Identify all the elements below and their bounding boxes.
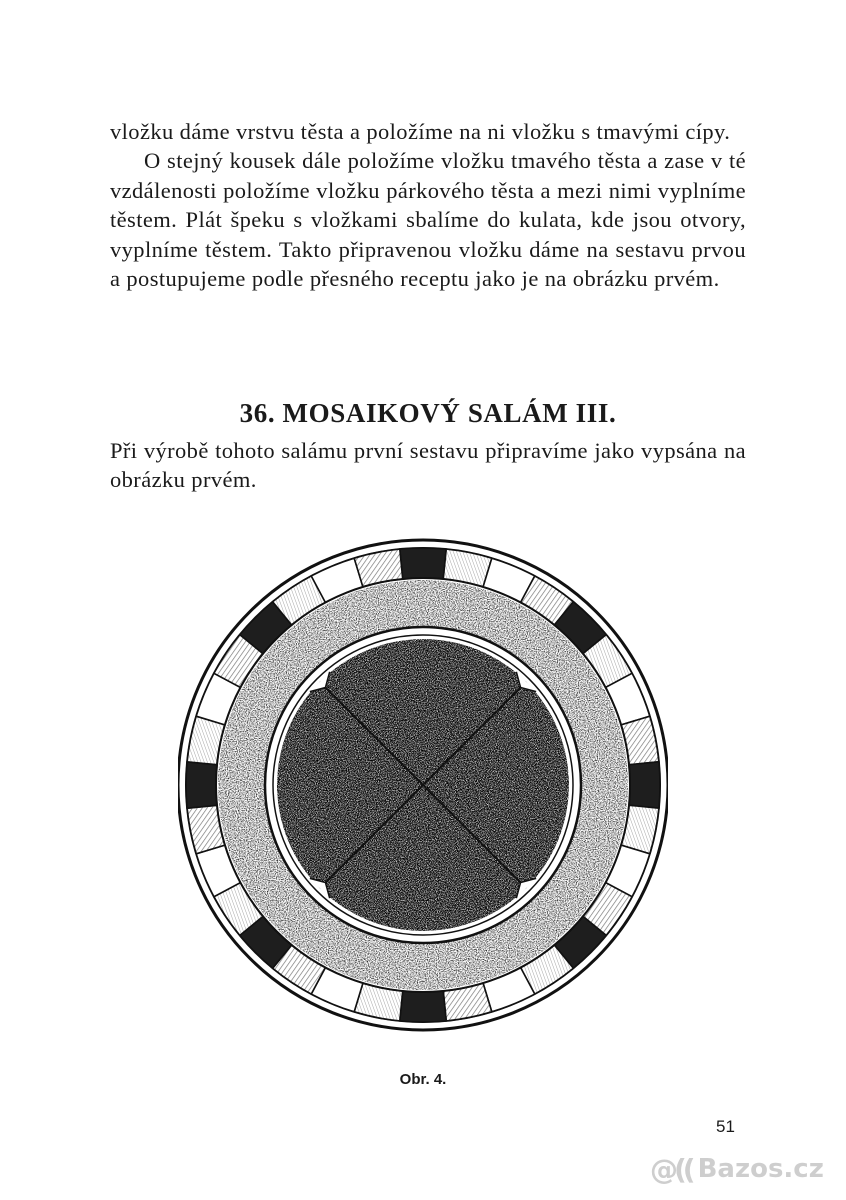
tile-dark — [629, 762, 660, 808]
tile-dark — [186, 762, 217, 808]
section-text — [110, 436, 746, 495]
section-paragraph: Při výrobě tohoto salámu první sestavu připravíme jako vypsána na obrázku prvém. — [110, 438, 746, 493]
page-number: 51 — [716, 1117, 735, 1136]
salami-cross-section-figure — [178, 509, 668, 1065]
watermark — [650, 1146, 840, 1192]
figure-caption: Obr. 4. — [399, 1071, 447, 1088]
tile-dark — [400, 991, 446, 1022]
watermark-text: Bazos.cz — [697, 1154, 824, 1184]
intro-text — [110, 117, 746, 293]
section-heading: 36. MOSAIKOVÝ SALÁM III. — [239, 398, 617, 428]
figure-drawing — [178, 540, 668, 1030]
paragraph-1: vložku dáme vrstvu těsta a položíme na ni vložku s tmavými cípy. — [110, 119, 731, 144]
tile-dark — [400, 548, 446, 579]
watermark-logo-icon: @(( — [650, 1152, 692, 1186]
paragraph-2: O stejný kousek dále položíme vložku tmavého těsta a zase v té vzdálenosti položíme vložku párkového těsta a mezi nimi vyplníme těstem. Plát špeku s vložkami sbalíme do kulata, kde jsou otvory, vyplníme těstem. Takto připravenou vložku dáme na sestavu prvou a postupujeme podle přesného receptu jako je na obrázku prvém. — [110, 148, 746, 292]
